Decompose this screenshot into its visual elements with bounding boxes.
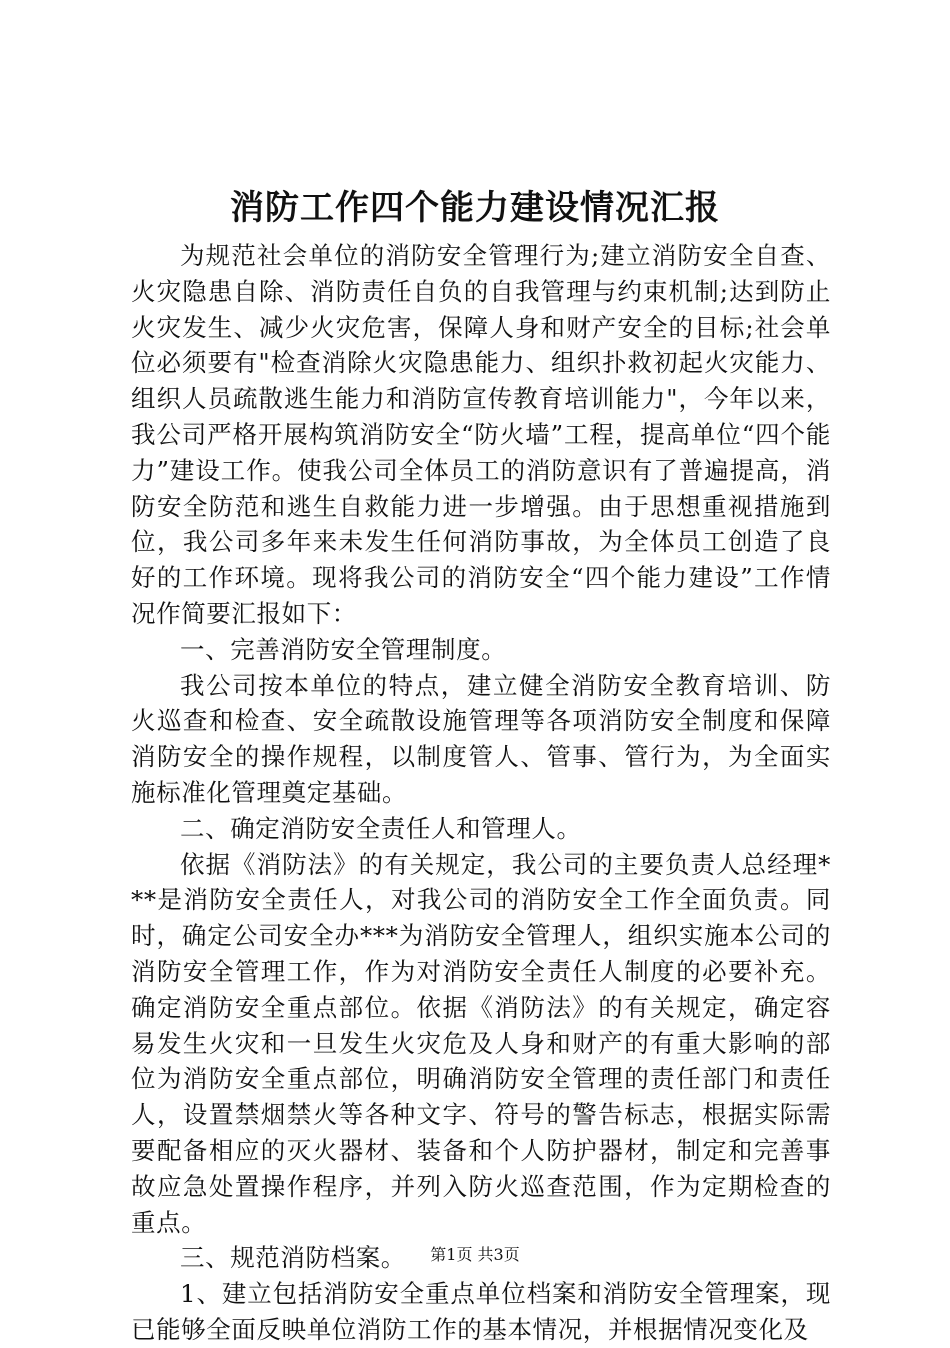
paragraph-section-1: 我公司按本单位的特点，建立健全消防安全教育培训、防火巡查和检查、安全疏散设施管理等各项消防安全制度和保障消防安全的操作规程，以制度管人、管事、管行为，为全面实施标准化管理奠定基础。 [131,670,831,807]
section-heading-2: 二、确定消防安全责任人和管理人。 [180,813,582,843]
paragraph-section-3-item-1: 1、建立包括消防安全重点单位档案和消防安全管理案，现已能够全面反映单位消防工作的基本情况，并根据情况变化及 [131,1279,831,1344]
section-heading-3: 三、规范消防档案。 [180,1243,406,1273]
section-heading-1: 一、完善消防安全管理制度。 [180,634,507,664]
page-number-footer: 第1页 共3页 [430,1245,520,1264]
document-title: 消防工作四个能力建设情况汇报 [230,188,720,228]
paragraph-intro: 为规范社会单位的消防安全管理行为;建立消防安全自查、火灾隐患自除、消防责任自负的自我管理与约束机制;达到防止火灾发生、减少火灾危害，保障人身和财产安全的目标;社会单位必须要有"检查消除火灾隐患能力、组织扑救初起火灾能力、组织人员疏散逃生能力和消防宣传教育培训能力"，今年以来，我公司严格开展构筑消防安全“防火墙”工程，提高单位“四个能力”建设工作。使我公司全体员工的消防意识有了普遍提高，消防安全防范和逃生自救能力进一步增强。由于思想重视措施到位，我公司多年来未发生任何消防事故，为全体员工创造了良好的工作环境。现将我公司的消防安全“四个能力建设”工作情况作简要汇报如下： [131,241,831,628]
paragraph-section-2: 依据《消防法》的有关规定，我公司的主要负责人总经理***是消防安全责任人，对我公司的消防安全工作全面负责。同时，确定公司安全办***为消防安全管理人，组织实施本公司的消防安全管理工作，作为对消防安全责任人制度的必要补充。确定消防安全重点部位。依据《消防法》的有关规定，确定容易发生火灾和一旦发生火灾危及人身和财产的有重大影响的部位为消防安全重点部位，明确消防安全管理的责任部门和责任人，设置禁烟禁火等各种文字、符号的警告标志，根据实际需要配备相应的灭火器材、装备和个人防护器材，制定和完善事故应急处置操作程序，并列入防火巡查范围，作为定期检查的重点。 [131,849,831,1237]
document-body [131,238,831,1348]
